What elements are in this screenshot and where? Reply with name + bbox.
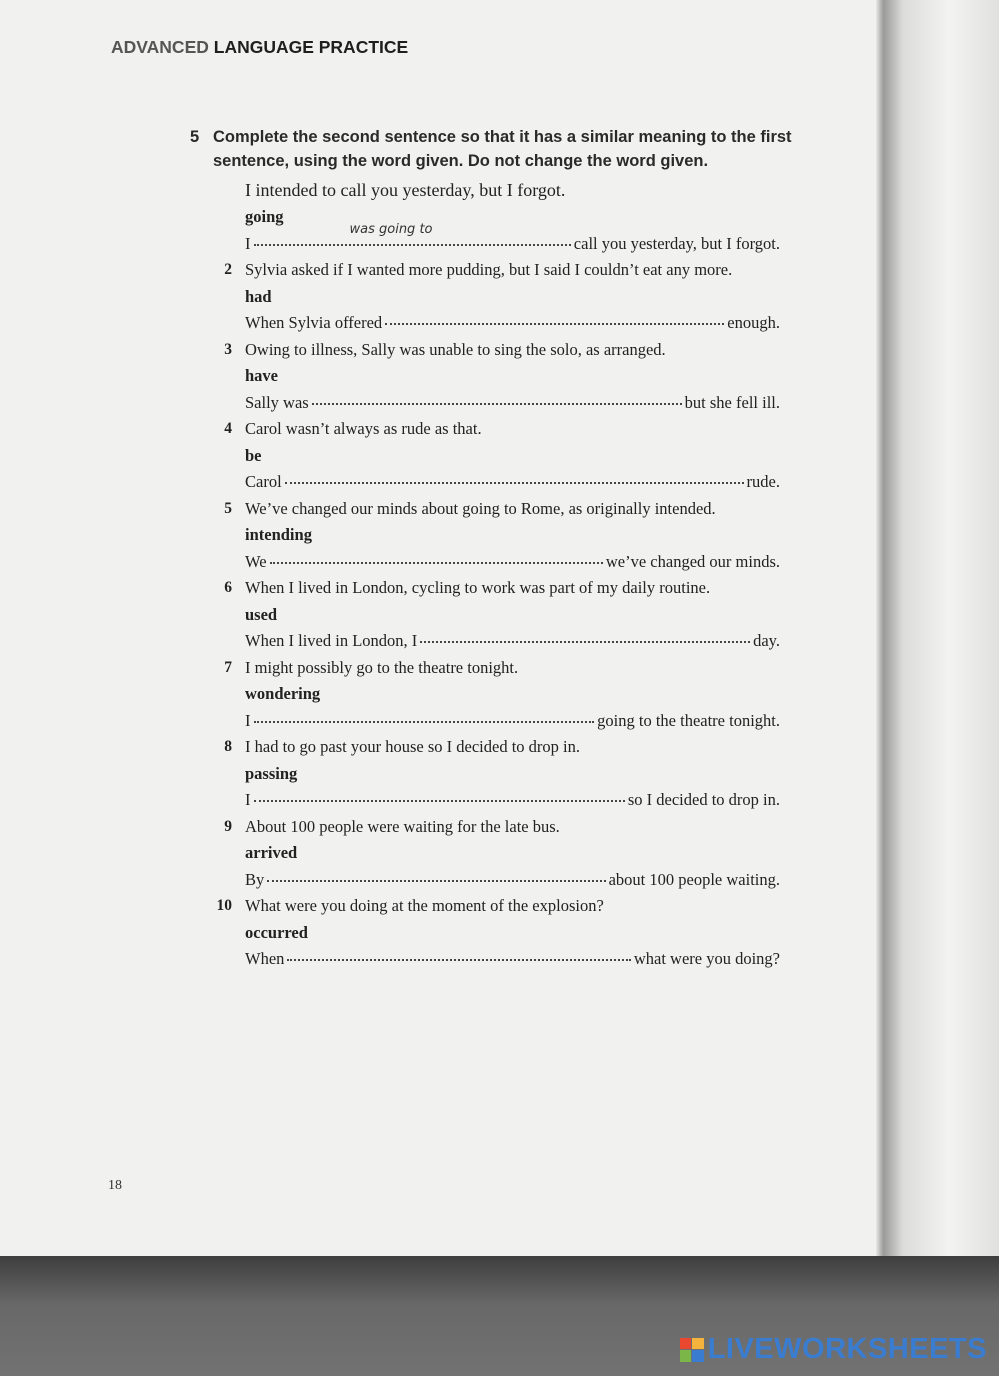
answer-gap[interactable] [385, 323, 724, 325]
answer-gap[interactable] [420, 641, 750, 643]
exercise-item [200, 893, 790, 973]
gap-start: I [245, 790, 251, 809]
logo-mark-icon [680, 1338, 704, 1362]
gap-start: When Sylvia offered [245, 313, 383, 332]
item-number: 10 [216, 897, 232, 914]
original-sentence: What were you doing at the moment of the explosion? [245, 896, 604, 915]
exercise-item [200, 176, 790, 257]
gap-line [245, 549, 780, 576]
exercise-item [200, 416, 790, 496]
exercise-item [200, 734, 790, 814]
original-sentence: Owing to illness, Sally was unable to sing the solo, as arranged. [245, 339, 666, 359]
answer-gap[interactable] [254, 800, 625, 802]
answer-text: was going to [349, 222, 433, 237]
answer-gap[interactable] [287, 959, 630, 961]
gap-end: about 100 people waiting. [608, 869, 780, 889]
exercise-item [200, 814, 790, 894]
item-number: 3 [224, 340, 232, 358]
exercise-instruction: Complete the second sentence so that it has a similar meaning to the first sentence, using the word given. Do not change the word given. [213, 128, 792, 170]
item-number: 2 [224, 261, 232, 278]
item-number: 9 [224, 817, 232, 835]
gap-line [245, 708, 780, 735]
answer-gap[interactable] [270, 562, 603, 564]
gap-end: call you yesterday, but I forgot. [573, 233, 780, 253]
exercise-item [200, 655, 790, 735]
key-word: arrived [245, 843, 298, 862]
original-sentence: About 100 people were waiting for the late bus. [245, 816, 560, 836]
exercise-number: 5 [190, 128, 200, 146]
logo-text: LIVEWORKSHEETS [707, 1333, 987, 1365]
gap-line [245, 787, 780, 814]
gap-start: By [245, 869, 265, 889]
key-word: used [245, 604, 278, 624]
key-word: had [245, 286, 272, 306]
original-sentence: When I lived in London, cycling to work was part of my daily routine. [245, 578, 711, 597]
key-word: passing [245, 763, 298, 783]
item-number: 8 [224, 738, 232, 755]
key-word: have [245, 366, 278, 385]
item-number: 6 [224, 579, 232, 596]
gap-line [245, 867, 780, 894]
answer-gap[interactable] [312, 403, 682, 405]
gap-line [245, 310, 780, 337]
gap-end: we’ve changed our minds. [605, 551, 780, 571]
gap-line [245, 222, 780, 258]
gap-end: rude. [746, 472, 780, 491]
page-fold-shadow [876, 0, 999, 1256]
gap-end: so I decided to drop in. [627, 790, 780, 809]
exercise-items [200, 176, 790, 973]
gap-line [245, 469, 780, 496]
gap-end: going to the theatre tonight. [597, 710, 780, 730]
gap-end: but she fell ill. [684, 392, 780, 412]
key-word: wondering [245, 684, 321, 703]
gap-start: I [245, 233, 251, 253]
key-word: going [245, 207, 284, 226]
running-head [111, 37, 408, 58]
key-word: occurred [245, 922, 308, 942]
answer-gap[interactable] [285, 482, 744, 484]
answer-gap[interactable] [267, 880, 605, 882]
exercise-heading [190, 125, 800, 173]
key-word: intending [245, 525, 312, 544]
answer-gap[interactable] [254, 222, 571, 246]
gap-end: enough. [727, 313, 780, 332]
gap-start: I [245, 710, 251, 730]
gap-start: We [245, 551, 267, 571]
gap-start: When I lived in London, I [245, 631, 418, 650]
exercise-item [200, 575, 790, 655]
exercise-item [200, 496, 790, 576]
key-word: be [245, 445, 262, 465]
exercise-item [200, 337, 790, 417]
liveworksheets-logo [680, 1333, 987, 1366]
gap-line [245, 628, 780, 655]
item-number: 4 [224, 420, 232, 437]
item-number: 7 [224, 658, 232, 676]
running-head-prefix: ADVANCED [111, 37, 209, 57]
original-sentence: Sylvia asked if I wanted more pudding, but I said I couldn’t eat any more. [245, 260, 733, 279]
original-sentence: I intended to call you yesterday, but I forgot. [245, 180, 566, 200]
page-number: 18 [108, 1178, 122, 1193]
original-sentence: Carol wasn’t always as rude as that. [245, 419, 482, 438]
gap-start: When [245, 949, 285, 968]
gap-start: Sally was [245, 392, 309, 412]
original-sentence: I might possibly go to the theatre tonight. [245, 657, 519, 677]
running-head-title: LANGUAGE PRACTICE [213, 37, 409, 57]
exercise-item [200, 257, 790, 337]
original-sentence: We’ve changed our minds about going to Rome, as originally intended. [245, 498, 716, 518]
gap-start: Carol [245, 472, 282, 491]
gap-end: what were you doing? [633, 949, 780, 968]
gap-line [245, 390, 780, 417]
answer-gap[interactable] [254, 721, 595, 723]
gap-end: day. [753, 631, 780, 650]
original-sentence: I had to go past your house so I decided to drop in. [245, 737, 580, 756]
item-number: 5 [224, 499, 232, 517]
gap-line [245, 946, 780, 973]
